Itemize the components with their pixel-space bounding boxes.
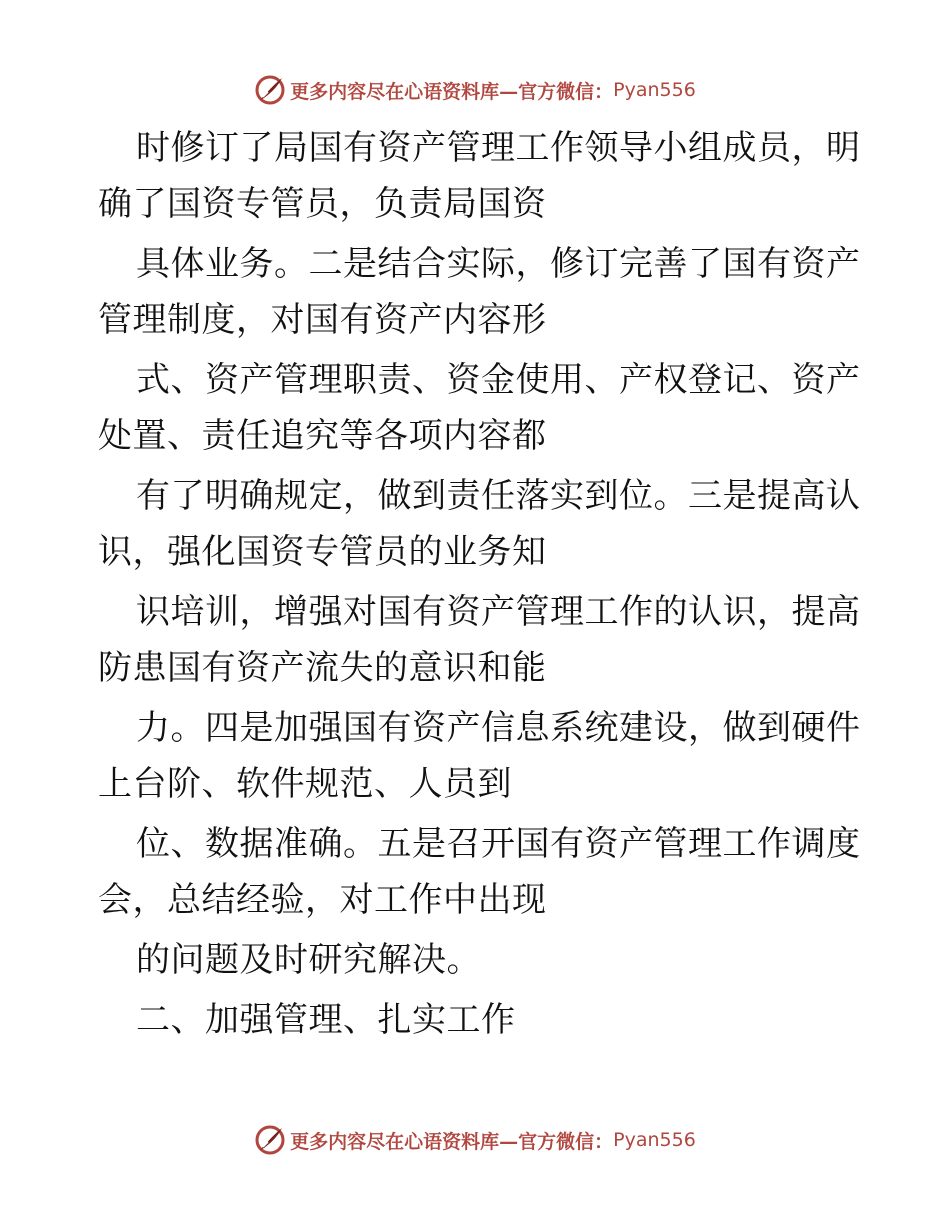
text-line: 识培训，增强对国有资产管理工作的认识，提高: [136, 592, 861, 632]
text-line: 的问题及时研究解决。: [136, 940, 481, 980]
text-line: 处置、责任追究等各项内容都: [98, 416, 547, 456]
text-line: 式、资产管理职责、资金使用、产权登记、资产: [136, 360, 861, 400]
text-line: 位、数据准确。五是召开国有资产管理工作调度: [136, 824, 861, 864]
quill-logo-icon: [254, 1124, 286, 1156]
text-line: 管理制度，对国有资产内容形: [98, 300, 547, 340]
text-line: 有了明确规定，做到责任落实到位。三是提高认: [136, 476, 861, 516]
text-line: 时修订了局国有资产管理工作领导小组成员，明: [136, 128, 861, 168]
header-banner-contact: Pyan556: [613, 79, 696, 101]
text-line: 上台阶、软件规范、人员到: [98, 764, 512, 804]
text-line: 确了国资专管员，负责局国资: [98, 184, 547, 224]
header-banner-text: 更多内容尽在心语资料库—官方微信：: [290, 80, 614, 103]
section-heading: 二、加强管理、扎实工作: [136, 1000, 516, 1040]
text-line: 力。四是加强国有资产信息系统建设，做到硬件: [136, 708, 861, 748]
text-line: 会，总结经验，对工作中出现: [98, 880, 547, 920]
text-line: 防患国有资产流失的意识和能: [98, 648, 547, 688]
quill-logo-icon: [254, 74, 286, 106]
text-line: 识，强化国资专管员的业务知: [98, 532, 547, 572]
footer-banner-text: 更多内容尽在心语资料库—官方微信：: [290, 1130, 614, 1153]
text-line: 具体业务。二是结合实际，修订完善了国有资产: [136, 244, 861, 284]
footer-banner-contact: Pyan556: [613, 1129, 696, 1151]
header-banner: [0, 70, 950, 110]
footer-banner: [0, 1120, 950, 1160]
